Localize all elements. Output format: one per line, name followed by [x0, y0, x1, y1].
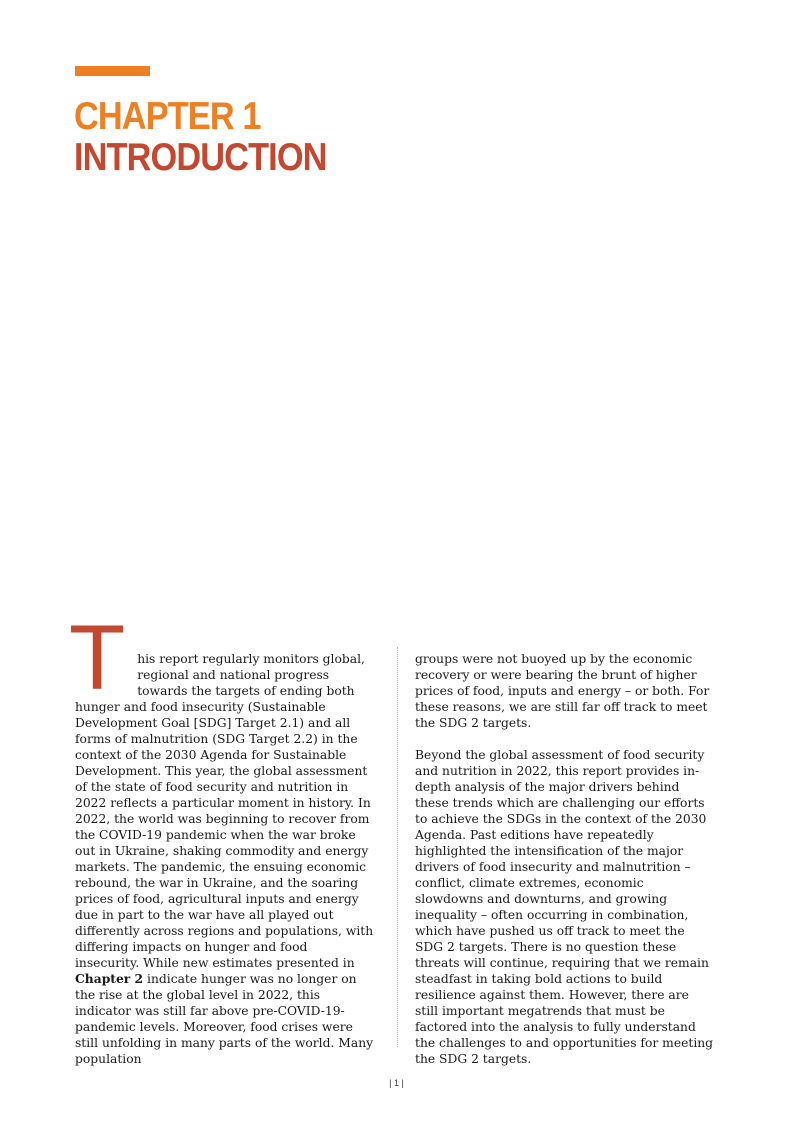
column-divider: [397, 647, 398, 1047]
intro-paragraph-start: his report regularly monitors global, regional and national progress towards the targets of ending both hunger and food insecurity (Sustainable Development Goal [SDG] Target 2.1) and all forms of malnutrition (SDG Target 2.2) in the context of the 2030 Agenda for Sustainable Development. This year, the global assessment of the state of food security and nutrition in 2022 reflects a particular moment in history. In 2022, the world was beginning to recover from the COVID-19 pandemic when the war broke out in Ukraine, shaking commodity and energy markets. The pandemic, the ensuing economic rebound, the war in Ukraine, and the soaring prices of food, agricultural inputs and energy due in part to the war have all played out differently across regions and populations, with differing impacts on hunger and food insecurity. While new estimates presented in: [75, 652, 374, 970]
chapter-heading: [74, 96, 327, 178]
body-column-left: [69, 607, 375, 1067]
body-column-right: [415, 651, 715, 1067]
drop-cap: T: [69, 607, 126, 709]
chapter-label: CHAPTER 1: [74, 95, 261, 138]
continuation-paragraph: groups were not buoyed up by the economic recovery or were bearing the brunt of higher prices of food, inputs and energy – or both. For these reasons, we are still far off track to meet the SDG 2 targets.: [415, 652, 710, 730]
chapter-accent-bar: [75, 66, 150, 76]
intro-paragraph-end: indicate hunger was no longer on the rise at the global level in 2022, this indicator was still far above pre-COVID-19-pandemic levels. Moreover, food crises were still unfolding in many parts of the world. Many population: [75, 972, 374, 1066]
chapter-2-reference: Chapter 2: [75, 971, 144, 986]
page-number: | 1 |: [389, 1078, 404, 1088]
intro-paragraph: [69, 607, 375, 1067]
drivers-paragraph: Beyond the global assessment of food security and nutrition in 2022, this report provides in-depth analysis of the major drivers behind these trends which are challenging our efforts to achieve the SDGs in the context of the 2030 Agenda. Past editions have repeatedly highlighted the intensification of the major drivers of food insecurity and malnutrition – conflict, climate extremes, economic slowdowns and downturns, and growing inequality – often occurring in combination, which have pushed us off track to meet the SDG 2 targets. There is no question these threats will continue, requiring that we remain steadfast in taking bold actions to build resilience against them. However, there are still important megatrends that must be factored into the analysis to fully understand the challenges to and opportunities for meeting the SDG 2 targets.: [415, 748, 714, 1066]
chapter-title: INTRODUCTION: [74, 136, 327, 179]
